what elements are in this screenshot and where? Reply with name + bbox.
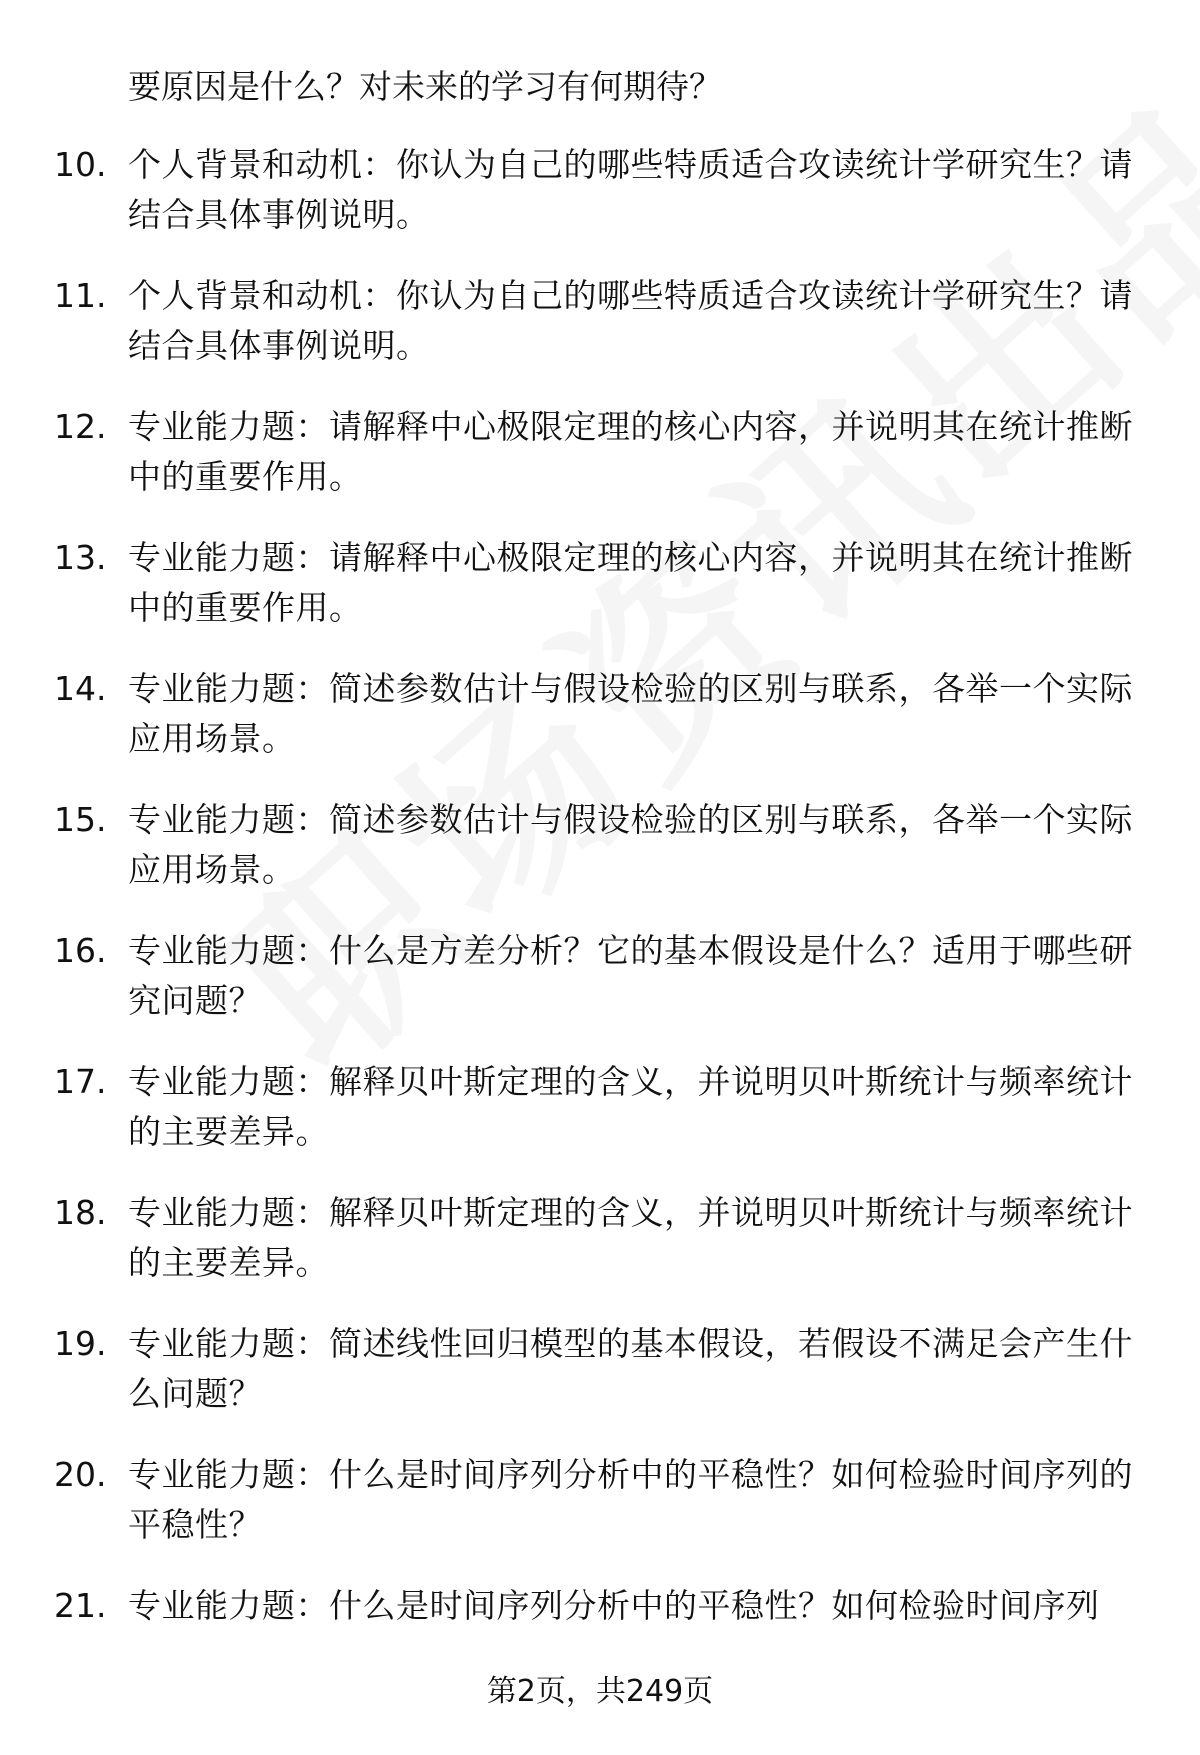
list-item: [0, 533, 1200, 664]
question-number: 20.: [54, 1455, 107, 1494]
question-text: 专业能力题：解释贝叶斯定理的含义，并说明贝叶斯统计与频率统计的主要差异。: [128, 1193, 1133, 1282]
question-text: 个人背景和动机：你认为自己的哪些特质适合攻读统计学研究生？请结合具体事例说明。: [128, 145, 1133, 234]
question-text: 专业能力题：简述参数估计与假设检验的区别与联系，各举一个实际应用场景。: [128, 669, 1133, 758]
question-number: 13.: [54, 538, 107, 577]
list-item: [0, 402, 1200, 533]
question-text: 专业能力题：简述参数估计与假设检验的区别与联系，各举一个实际应用场景。: [128, 800, 1133, 889]
list-item: [0, 271, 1200, 402]
question-text: 专业能力题：解释贝叶斯定理的含义，并说明贝叶斯统计与频率统计的主要差异。: [128, 1062, 1133, 1151]
question-text: 专业能力题：什么是时间序列分析中的平稳性？如何检验时间序列的平稳性？: [128, 1455, 1133, 1544]
list-item: [0, 1057, 1200, 1188]
question-number: 18.: [54, 1193, 107, 1232]
question-number: 19.: [54, 1324, 107, 1363]
list-item: [0, 926, 1200, 1057]
list-item: [0, 1188, 1200, 1319]
list-item: [0, 1319, 1200, 1450]
list-item: [0, 664, 1200, 795]
list-item: [0, 795, 1200, 926]
question-text: 个人背景和动机：你认为自己的哪些特质适合攻读统计学研究生？请结合具体事例说明。: [128, 276, 1133, 365]
question-number: 11.: [54, 276, 107, 315]
question-number: 21.: [54, 1586, 107, 1625]
question-list: [0, 140, 1200, 1712]
question-number: 10.: [54, 145, 107, 184]
question-number: 14.: [54, 669, 107, 708]
question-text: 专业能力题：简述线性回归模型的基本假设，若假设不满足会产生什么问题？: [128, 1324, 1133, 1413]
question-text: 专业能力题：什么是方差分析？它的基本假设是什么？适用于哪些研究问题？: [128, 931, 1133, 1020]
continued-question-text: 要原因是什么？对未来的学习有何期待？: [128, 67, 722, 106]
question-number: 16.: [54, 931, 107, 970]
page-footer: 第2页，共249页: [486, 1674, 714, 1709]
question-text: 专业能力题：请解释中心极限定理的核心内容，并说明其在统计推断中的重要作用。: [128, 538, 1133, 627]
question-number: 17.: [54, 1062, 107, 1101]
list-item: [0, 1450, 1200, 1581]
question-text: 专业能力题：请解释中心极限定理的核心内容，并说明其在统计推断中的重要作用。: [128, 407, 1133, 496]
question-number: 15.: [54, 800, 107, 839]
question-number: 12.: [54, 407, 107, 446]
list-item: [0, 140, 1200, 271]
question-text: 专业能力题：什么是时间序列分析中的平稳性？如何检验时间序列: [128, 1586, 1100, 1625]
